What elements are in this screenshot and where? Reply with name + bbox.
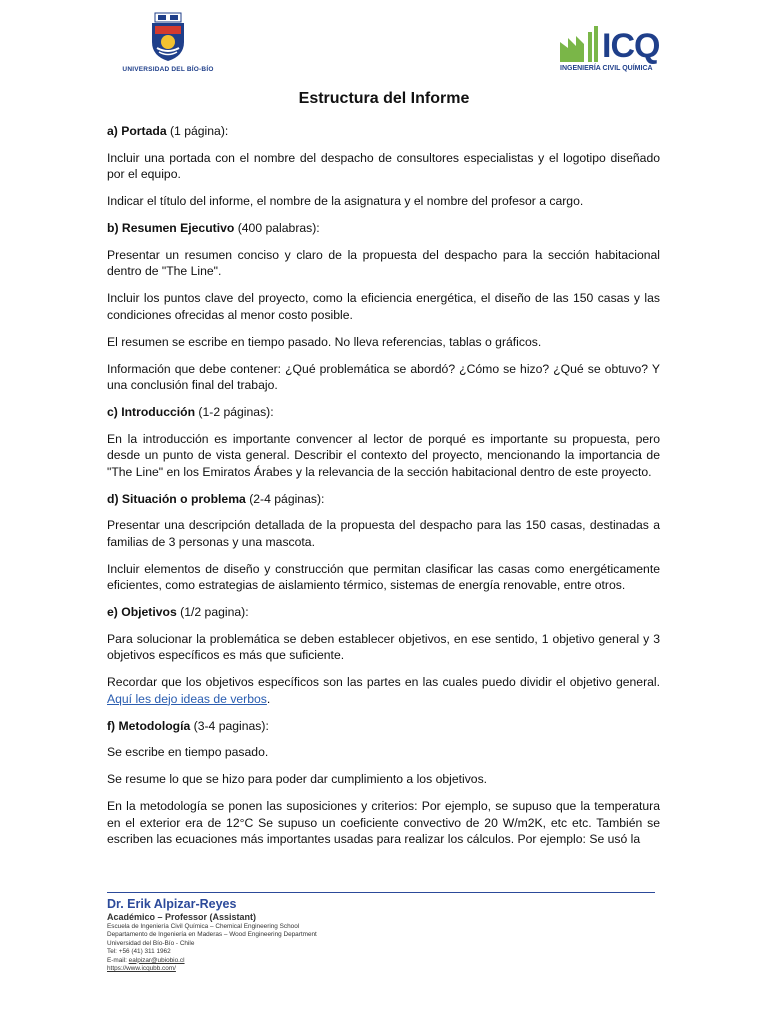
university-logo: [108, 12, 228, 73]
university-crest-icon: [149, 12, 187, 62]
author-email-link[interactable]: ealpizar@ubiobio.cl: [128, 956, 185, 964]
section-heading-objetivos: e) Objetivos (1/2 pagina):: [107, 605, 249, 619]
author-phone: Tel: +56 (41) 311 1962: [107, 948, 171, 956]
author-website-line: [107, 965, 667, 973]
paragraph: Presentar una descripción detallada de la propuesta del despacho para las 150 casas, destinadas a familias de 3 personas y una mascota.: [107, 518, 660, 549]
paragraph: El resumen se escribe en tiempo pasado. No lleva referencias, tablas o gráficos.: [107, 334, 542, 349]
author-department: Departamento de Ingeniería en Maderas – Wood Engineering Department: [107, 931, 317, 939]
refinery-icon: [560, 26, 600, 62]
section-heading-introduccion: c) Introducción (1-2 páginas):: [107, 405, 274, 419]
page-title: Estructura del Informe: [298, 90, 470, 107]
verbs-ideas-link[interactable]: Aquí les dejo ideas de verbos: [107, 691, 267, 706]
section-heading-metodologia: f) Metodología (3-4 paginas):: [107, 718, 269, 733]
author-role: Académico – Professor (Assistant): [107, 912, 257, 922]
paragraph: Información que debe contener: ¿Qué problemática se abordó? ¿Cómo se hizo? ¿Qué se obtuvo? Y una conclusión final del trabajo.: [107, 361, 660, 392]
paragraph: En la introducción es importante convencer al lector de porqué es importante su propuesta, pero desde un punto de vista general. Describir el contexto del proyecto, mencionando la importancia de "The Line" en los Emiratos Árabes y la relevancia de la sección habitacional dentro de este proyecto.: [107, 431, 660, 479]
department-logo: [560, 26, 670, 72]
paragraph: Incluir una portada con el nombre del despacho de consultores especialistas y el logotipo diseñado por el equipo.: [107, 150, 660, 181]
section-heading-resumen: b) Resumen Ejecutivo (400 palabras):: [107, 221, 320, 235]
author-website-link[interactable]: https://www.icqubb.com/: [107, 965, 176, 973]
paragraph: Indicar el título del informe, el nombre de la asignatura y el nombre del profesor a cargo.: [107, 194, 584, 208]
author-university: Universidad del Bío-Bío - Chile: [107, 939, 195, 947]
footer-signature: [107, 896, 667, 973]
paragraph: En la metodología se ponen las suposiciones y criterios: Por ejemplo, se supuso que la temperatura en el exterior era de 12°C Se supuso un coeficiente convectivo de 20 W/m2K, etc etc. También se escriben las ecuaciones más importantes usadas para realizar los cálculos. Por ejemplo: Se usó la: [107, 799, 660, 846]
paragraph: Presentar un resumen conciso y claro de la propuesta del despacho para la sección habitacional dentro de "The Line".: [107, 247, 660, 278]
author-name: Dr. Erik Alpizar-Reyes: [107, 897, 237, 911]
icq-logo-text: ICQ: [602, 27, 660, 65]
paragraph: Se escribe en tiempo pasado.: [107, 745, 269, 759]
paragraph: Para solucionar la problemática se deben establecer objetivos, en ese sentido, 1 objetivo general y 3 objetivos específicos es más que suficiente.: [107, 631, 660, 662]
paragraph-with-link: Recordar que los objetivos específicos son las partes en las cuales puedo dividir el objetivo general. Aquí les dejo ideas de verbos.: [107, 675, 660, 706]
author-school: Escuela de Ingeniería Civil Química – Chemical Engineering School: [107, 923, 300, 930]
university-name: UNIVERSIDAD DEL BÍO-BÍO: [122, 66, 214, 73]
paragraph: Se resume lo que se hizo para poder dar cumplimiento a los objetivos.: [107, 772, 488, 786]
icq-logo-subtitle: INGENIERÍA CIVIL QUÍMICA: [560, 65, 653, 72]
paragraph: Incluir elementos de diseño y construcción que permitan clasificar las casas como energéticamente eficientes, como estrategias de aislamiento térmico, sistemas de energía renovable, entre otros.: [107, 561, 660, 592]
section-heading-situacion: d) Situación o problema (2-4 páginas):: [107, 491, 325, 506]
document-body: [107, 123, 660, 858]
paragraph: Incluir los puntos clave del proyecto, como la eficiencia energética, el diseño de las 150 casas y las condiciones ofrecidas al menor costo posible.: [107, 291, 660, 322]
section-heading-portada: a) Portada (1 página):: [107, 124, 229, 138]
author-email-line: E-mail: ealpizar@ubiobio.cl: [107, 956, 185, 964]
footer-divider: [107, 892, 655, 893]
